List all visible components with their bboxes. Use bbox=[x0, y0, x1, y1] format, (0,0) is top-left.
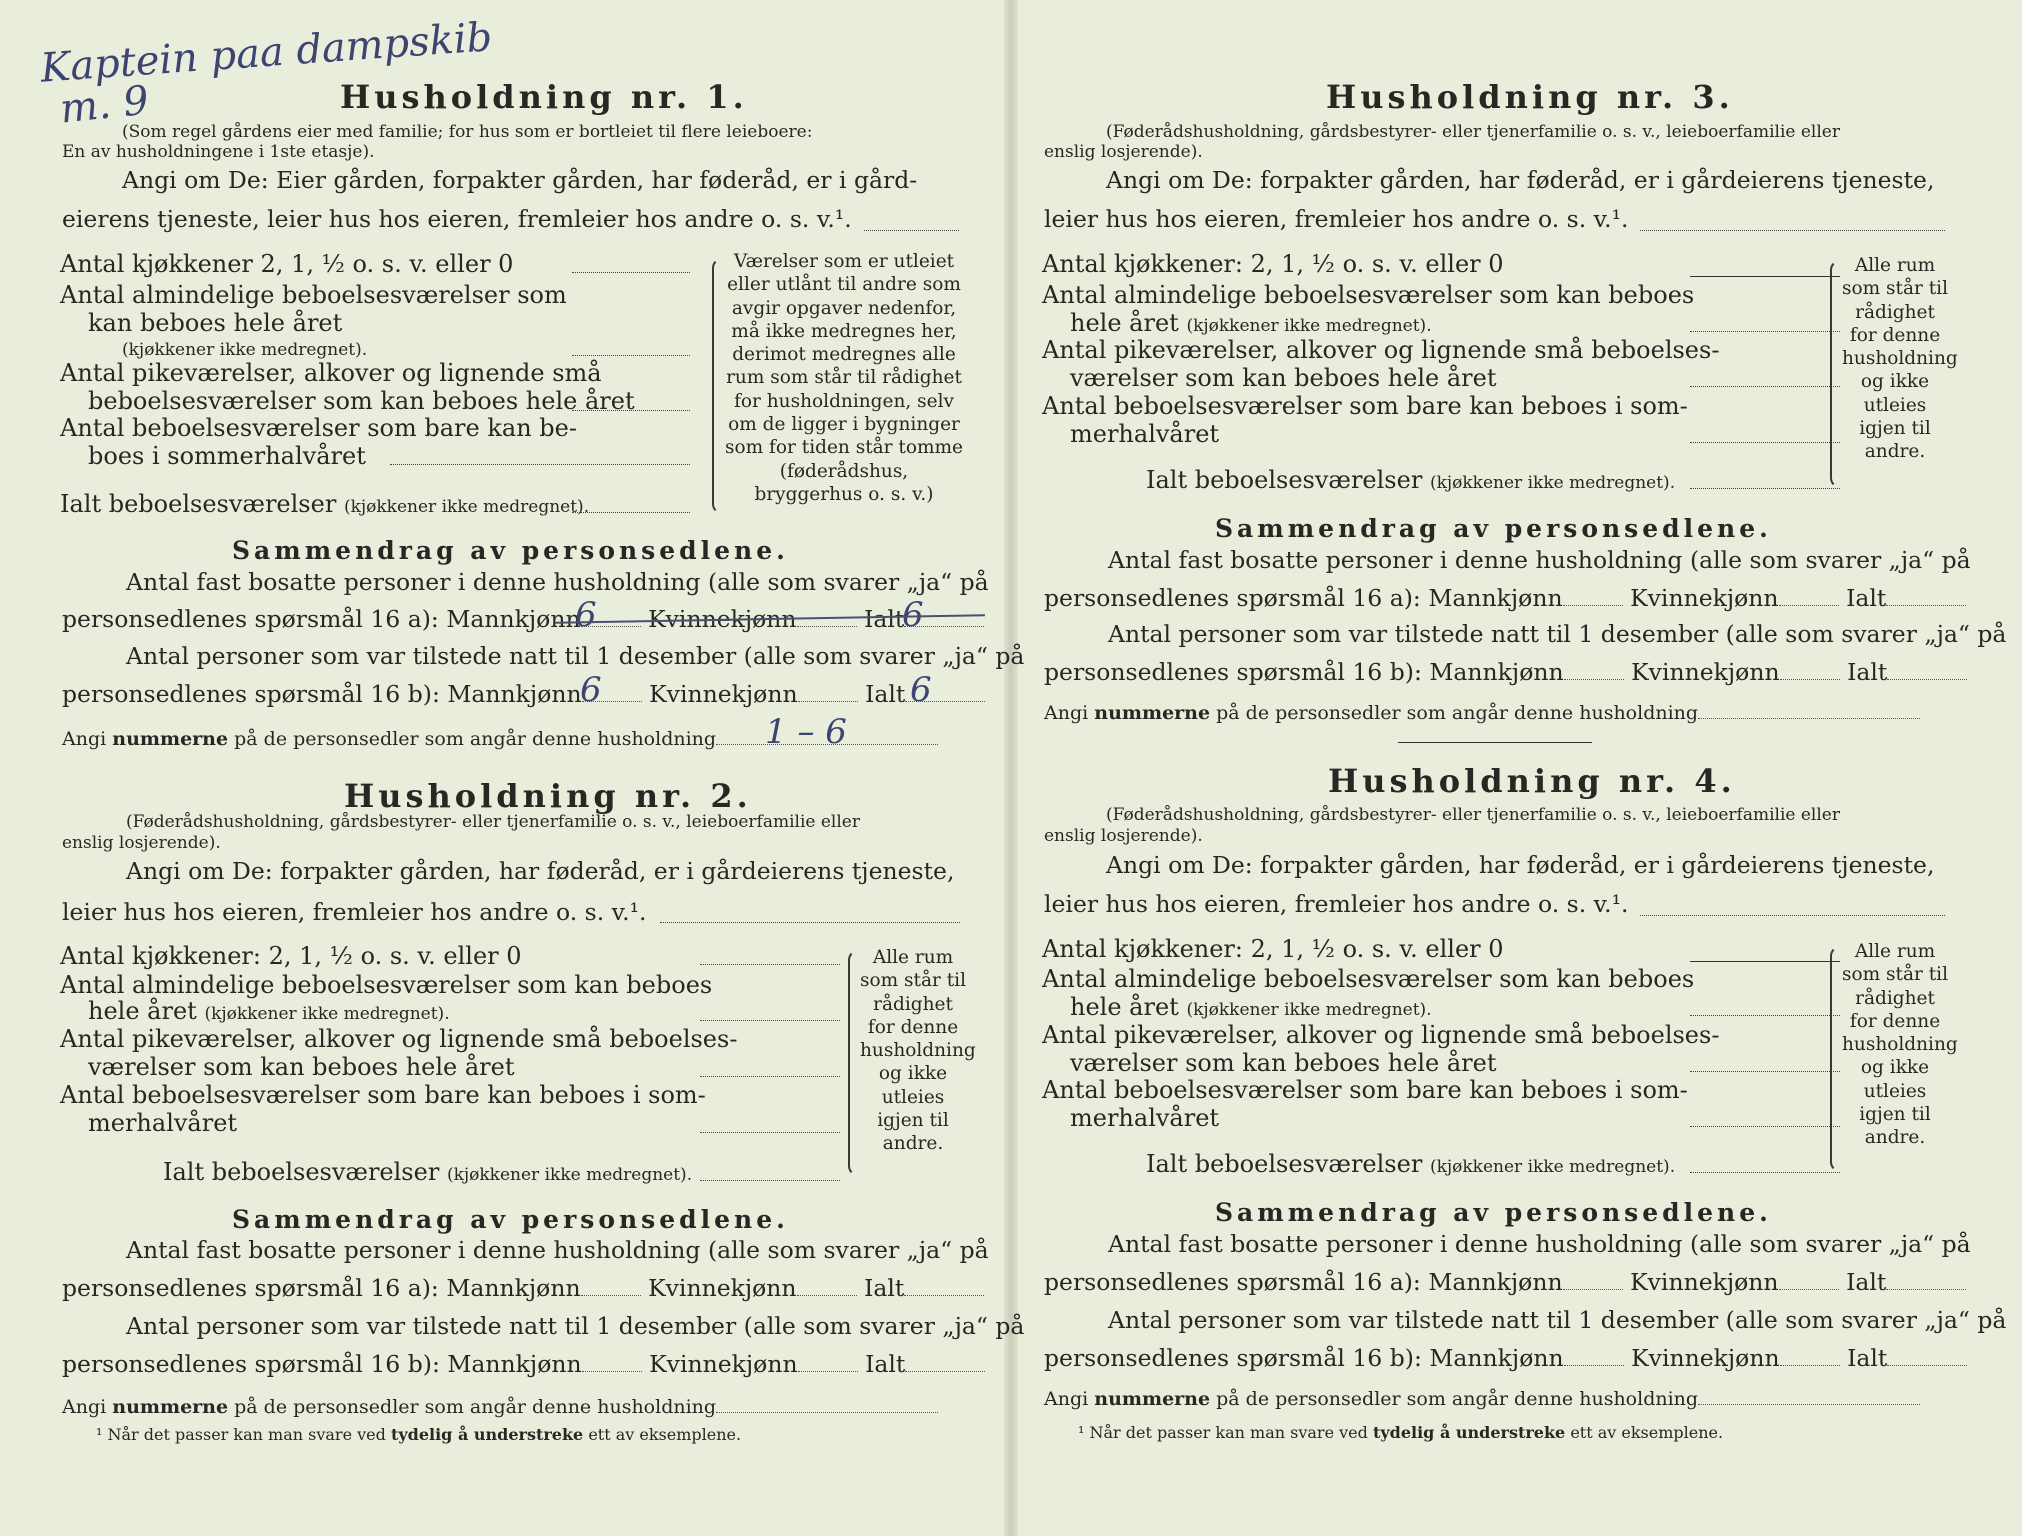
household-1-angi-line-2: eierens tjeneste, leier hus hos eieren, fremleier hos andre o. s. v.¹. bbox=[62, 205, 852, 233]
household-3-small-rooms-field[interactable] bbox=[1690, 386, 1840, 387]
household-2-summer-rooms-label-1: Antal beboelsesværelser som bare kan beboes i som- bbox=[60, 1081, 706, 1109]
household-4-summer-rooms-label-1: Antal beboelsesværelser som bare kan beboes i som- bbox=[1042, 1076, 1688, 1104]
household-3-angi-line-2: leier hus hos eieren, fremleier hos andre o. s. v.¹. bbox=[1044, 205, 1629, 233]
household-4-subtitle-2: enslig losjerende). bbox=[1044, 826, 1203, 846]
household-2-side-note: Alle rum som står til rådighet for denne husholdning og ikke utleies igjen til andre. bbox=[860, 947, 976, 1155]
household-2-angi-line-1: Angi om De: forpakter gården, har føderåd, er i gårdeierens tjeneste, bbox=[126, 857, 955, 885]
household-3-small-rooms-label-1: Antal pikeværelser, alkover og lignende små beboelses- bbox=[1042, 336, 1720, 364]
household-1-subtitle-2: En av husholdningene i 1ste etasje). bbox=[62, 142, 375, 162]
household-3-residents-line: Antal fast bosatte personer i denne husholdning (alle som svarer „ja“ på bbox=[1108, 546, 1971, 574]
household-3-present-line: Antal personer som var tilstede natt til 1 desember (alle som svarer „ja“ på bbox=[1108, 620, 2007, 648]
page-gutter bbox=[1004, 0, 1018, 1536]
household-1-ordinary-rooms-note: (kjøkkener ikke medregnet). bbox=[122, 340, 368, 360]
household-3-total-rooms-field[interactable] bbox=[1690, 488, 1840, 489]
household-4-total-rooms-field[interactable] bbox=[1690, 1172, 1840, 1173]
household-4-present-line: Antal personer som var tilstede natt til 1 desember (alle som svarer „ja“ på bbox=[1108, 1306, 2007, 1334]
household-2-total-rooms-field[interactable] bbox=[700, 1180, 840, 1181]
household-4-summer-rooms-field[interactable] bbox=[1690, 1126, 1840, 1127]
household-2-small-rooms-field[interactable] bbox=[700, 1076, 840, 1077]
household-4-residents-line: Antal fast bosatte personer i denne husholdning (alle som svarer „ja“ på bbox=[1108, 1230, 1971, 1258]
household-1-angi-line-1: Angi om De: Eier gården, forpakter gården, har føderåd, er i gård- bbox=[122, 166, 918, 194]
handwritten-number-note: m. 9 bbox=[57, 77, 151, 133]
household-3-summer-rooms-field[interactable] bbox=[1690, 442, 1840, 443]
household-2-summer-rooms-label-2: merhalvåret bbox=[88, 1109, 238, 1137]
household-1-16a-male-value: 6 bbox=[575, 595, 597, 635]
household-2-angi-line-2: leier hus hos eieren, fremleier hos andre o. s. v.¹. bbox=[62, 898, 647, 926]
household-1-summer-rooms-label-1: Antal beboelsesværelser som bare kan be- bbox=[60, 414, 577, 442]
household-2-summer-rooms-field[interactable] bbox=[700, 1132, 840, 1133]
household-1-ordinary-rooms-label-1: Antal almindelige beboelsesværelser som bbox=[60, 281, 567, 309]
household-4-small-rooms-label-1: Antal pikeværelser, alkover og lignende små beboelses- bbox=[1042, 1021, 1720, 1049]
household-4-ordinary-rooms-label-1: Antal almindelige beboelsesværelser som kan beboes bbox=[1042, 965, 1695, 993]
household-1-summer-rooms-label-2: boes i sommerhalvåret bbox=[88, 442, 366, 470]
household-3-summer-rooms-label-2: merhalvåret bbox=[1070, 420, 1220, 448]
household-1-numbers-line: Angi nummerne på de personsedler som angår denne husholdning bbox=[62, 728, 938, 750]
household-1-16b-line: personsedlenes spørsmål 16 b): Mannkjønn Kvinnekjønn Ialt bbox=[62, 680, 985, 708]
household-4-total-rooms-label: Ialt beboelsesværelser (kjøkkener ikke medregnet). bbox=[1146, 1150, 1676, 1178]
household-2-kitchens-field[interactable] bbox=[700, 964, 840, 965]
household-1-angi-answer-line[interactable] bbox=[864, 230, 959, 231]
household-4-angi-answer-line[interactable] bbox=[1640, 915, 1945, 916]
household-4-summary-heading: Sammendrag av personsedlene. bbox=[1215, 1198, 1772, 1227]
household-1-total-rooms-field[interactable] bbox=[572, 512, 690, 513]
household-2-16b-line: personsedlenes spørsmål 16 b): Mannkjønn Kvinnekjønn Ialt bbox=[62, 1350, 985, 1378]
household-4-small-rooms-label-2: værelser som kan beboes hele året bbox=[1070, 1049, 1497, 1077]
household-1-16a-line: personsedlenes spørsmål 16 a): Mannkjønn Kvinnekjønn Ialt bbox=[62, 605, 984, 633]
household-2-16a-line: personsedlenes spørsmål 16 a): Mannkjønn Kvinnekjønn Ialt bbox=[62, 1274, 984, 1302]
household-2-present-line: Antal personer som var tilstede natt til 1 desember (alle som svarer „ja“ på bbox=[126, 1312, 1025, 1340]
household-3-side-note: Alle rum som står til rådighet for denne husholdning og ikke utleies igjen til andre. bbox=[1842, 255, 1958, 463]
household-2-small-rooms-label-2: værelser som kan beboes hele året bbox=[88, 1053, 515, 1081]
household-4-subtitle-1: (Føderådshusholdning, gårdsbestyrer- eller tjenerfamilie o. s. v., leieboerfamilie eller bbox=[1106, 805, 1840, 825]
household-4-side-note: Alle rum som står til rådighet for denne husholdning og ikke utleies igjen til andre. bbox=[1842, 941, 1958, 1149]
household-2-subtitle-1: (Føderådshusholdning, gårdsbestyrer- eller tjenerfamilie o. s. v., leieboerfamilie eller bbox=[126, 812, 860, 832]
household-3-total-rooms-label: Ialt beboelsesværelser (kjøkkener ikke medregnet). bbox=[1146, 466, 1676, 494]
household-2-numbers-line: Angi nummerne på de personsedler som angår denne husholdning bbox=[62, 1396, 938, 1418]
household-4-ordinary-rooms-label-2: hele året (kjøkkener ikke medregnet). bbox=[1070, 993, 1432, 1021]
household-4-kitchens-label: Antal kjøkkener: 2, 1, ½ o. s. v. eller 0 bbox=[1042, 935, 1504, 963]
household-4-title: Husholdning nr. 4. bbox=[1328, 762, 1736, 800]
household-1-side-note: Værelser som er utleiet eller utlånt til andre som avgir opgaver nedenfor, må ikke medregnes her, derimot medregnes alle rum som står til rådighet for husholdningen, selv om de ligger i bygninger som for tiden står tomme (føderådshus, bryggerhus o. s. v.) bbox=[725, 251, 963, 505]
household-3-ordinary-rooms-field[interactable] bbox=[1690, 331, 1840, 332]
household-3-summary-heading: Sammendrag av personsedlene. bbox=[1215, 514, 1772, 543]
household-1-total-rooms-label: Ialt beboelsesværelser (kjøkkener ikke medregnet). bbox=[60, 490, 590, 518]
household-1-16b-male-value: 6 bbox=[580, 670, 602, 710]
household-1-title: Husholdning nr. 1. bbox=[340, 78, 748, 116]
household-4-small-rooms-field[interactable] bbox=[1690, 1071, 1840, 1072]
household-2-ordinary-rooms-label-2: hele året (kjøkkener ikke medregnet). bbox=[88, 997, 450, 1025]
household-2-small-rooms-label-1: Antal pikeværelser, alkover og lignende små beboelses- bbox=[60, 1025, 738, 1053]
handwritten-occupation-note: Kaptein paa dampskib bbox=[38, 14, 494, 92]
household-1-16a-total-value: 6 bbox=[902, 595, 924, 635]
household-1-summary-heading: Sammendrag av personsedlene. bbox=[232, 536, 789, 565]
household-4-angi-line-2: leier hus hos eieren, fremleier hos andre o. s. v.¹. bbox=[1044, 890, 1629, 918]
household-1-ordinary-rooms-field[interactable] bbox=[572, 355, 690, 356]
household-4-16b-line: personsedlenes spørsmål 16 b): Mannkjønn Kvinnekjønn Ialt bbox=[1044, 1344, 1967, 1372]
household-2-summary-heading: Sammendrag av personsedlene. bbox=[232, 1205, 789, 1234]
household-1-16b-total-value: 6 bbox=[910, 670, 932, 710]
household-1-kitchens-label: Antal kjøkkener 2, 1, ½ o. s. v. eller 0 bbox=[60, 250, 514, 278]
household-4-kitchens-field[interactable] bbox=[1690, 961, 1840, 962]
household-1-small-rooms-label-1: Antal pikeværelser, alkover og lignende små bbox=[60, 359, 602, 387]
household-4-summer-rooms-label-2: merhalvåret bbox=[1070, 1104, 1220, 1132]
household-1-kitchens-field[interactable] bbox=[572, 272, 690, 273]
household-2-ordinary-rooms-field[interactable] bbox=[700, 1020, 840, 1021]
household-3-kitchens-field[interactable] bbox=[1690, 276, 1840, 277]
household-3-16a-line: personsedlenes spørsmål 16 a): Mannkjønn Kvinnekjønn Ialt bbox=[1044, 584, 1966, 612]
household-3-small-rooms-label-2: værelser som kan beboes hele året bbox=[1070, 364, 1497, 392]
household-3-summer-rooms-label-1: Antal beboelsesværelser som bare kan beboes i som- bbox=[1042, 392, 1688, 420]
household-3-angi-line-1: Angi om De: forpakter gården, har føderåd, er i gårdeierens tjeneste, bbox=[1106, 166, 1935, 194]
household-3-ordinary-rooms-label-2: hele året (kjøkkener ikke medregnet). bbox=[1070, 309, 1432, 337]
household-4-ordinary-rooms-field[interactable] bbox=[1690, 1015, 1840, 1016]
household-1-small-rooms-field[interactable] bbox=[572, 410, 690, 411]
household-2-title: Husholdning nr. 2. bbox=[344, 777, 752, 815]
household-1-residents-line: Antal fast bosatte personer i denne husholdning (alle som svarer „ja“ på bbox=[126, 568, 989, 596]
household-3-16b-line: personsedlenes spørsmål 16 b): Mannkjønn Kvinnekjønn Ialt bbox=[1044, 658, 1967, 686]
household-3-subtitle-2: enslig losjerende). bbox=[1044, 142, 1203, 162]
household-1-ordinary-rooms-label-2: kan beboes hele året bbox=[88, 309, 343, 337]
household-1-summer-rooms-field[interactable] bbox=[390, 464, 690, 465]
household-1-subtitle-1: (Som regel gårdens eier med familie; for hus som er bortleiet til flere leieboere: bbox=[122, 122, 813, 142]
left-footnote: ¹ Når det passer kan man svare ved tydelig å understreke ett av eksemplene. bbox=[96, 1425, 742, 1444]
household-3-subtitle-1: (Føderådshusholdning, gårdsbestyrer- eller tjenerfamilie o. s. v., leieboerfamilie eller bbox=[1106, 122, 1840, 142]
household-2-residents-line: Antal fast bosatte personer i denne husholdning (alle som svarer „ja“ på bbox=[126, 1236, 989, 1264]
household-2-ordinary-rooms-label-1: Antal almindelige beboelsesværelser som kan beboes bbox=[60, 971, 713, 999]
household-4-angi-line-1: Angi om De: forpakter gården, har føderåd, er i gårdeierens tjeneste, bbox=[1106, 851, 1935, 879]
household-3-kitchens-label: Antal kjøkkener: 2, 1, ½ o. s. v. eller 0 bbox=[1042, 250, 1504, 278]
household-1-numbers-value: 1 – 6 bbox=[765, 712, 847, 752]
household-3-numbers-line: Angi nummerne på de personsedler som angår denne husholdning bbox=[1044, 702, 1920, 724]
household-3-angi-answer-line[interactable] bbox=[1640, 230, 1945, 231]
household-3-title: Husholdning nr. 3. bbox=[1326, 78, 1734, 116]
household-4-numbers-line: Angi nummerne på de personsedler som angår denne husholdning bbox=[1044, 1388, 1920, 1410]
right-footnote: ¹ Når det passer kan man svare ved tydelig å understreke ett av eksemplene. bbox=[1078, 1423, 1724, 1442]
household-2-angi-answer-line[interactable] bbox=[660, 922, 960, 923]
household-2-subtitle-2: enslig losjerende). bbox=[62, 833, 221, 853]
section-divider bbox=[1398, 742, 1592, 743]
household-3-ordinary-rooms-label-1: Antal almindelige beboelsesværelser som kan beboes bbox=[1042, 281, 1695, 309]
household-4-16a-line: personsedlenes spørsmål 16 a): Mannkjønn Kvinnekjønn Ialt bbox=[1044, 1268, 1966, 1296]
household-1-small-rooms-label-2: beboelsesværelser som kan beboes hele året bbox=[88, 387, 635, 415]
household-2-total-rooms-label: Ialt beboelsesværelser (kjøkkener ikke medregnet). bbox=[163, 1158, 693, 1186]
household-2-kitchens-label: Antal kjøkkener: 2, 1, ½ o. s. v. eller 0 bbox=[60, 942, 522, 970]
household-1-present-line: Antal personer som var tilstede natt til 1 desember (alle som svarer „ja“ på bbox=[126, 642, 1025, 670]
